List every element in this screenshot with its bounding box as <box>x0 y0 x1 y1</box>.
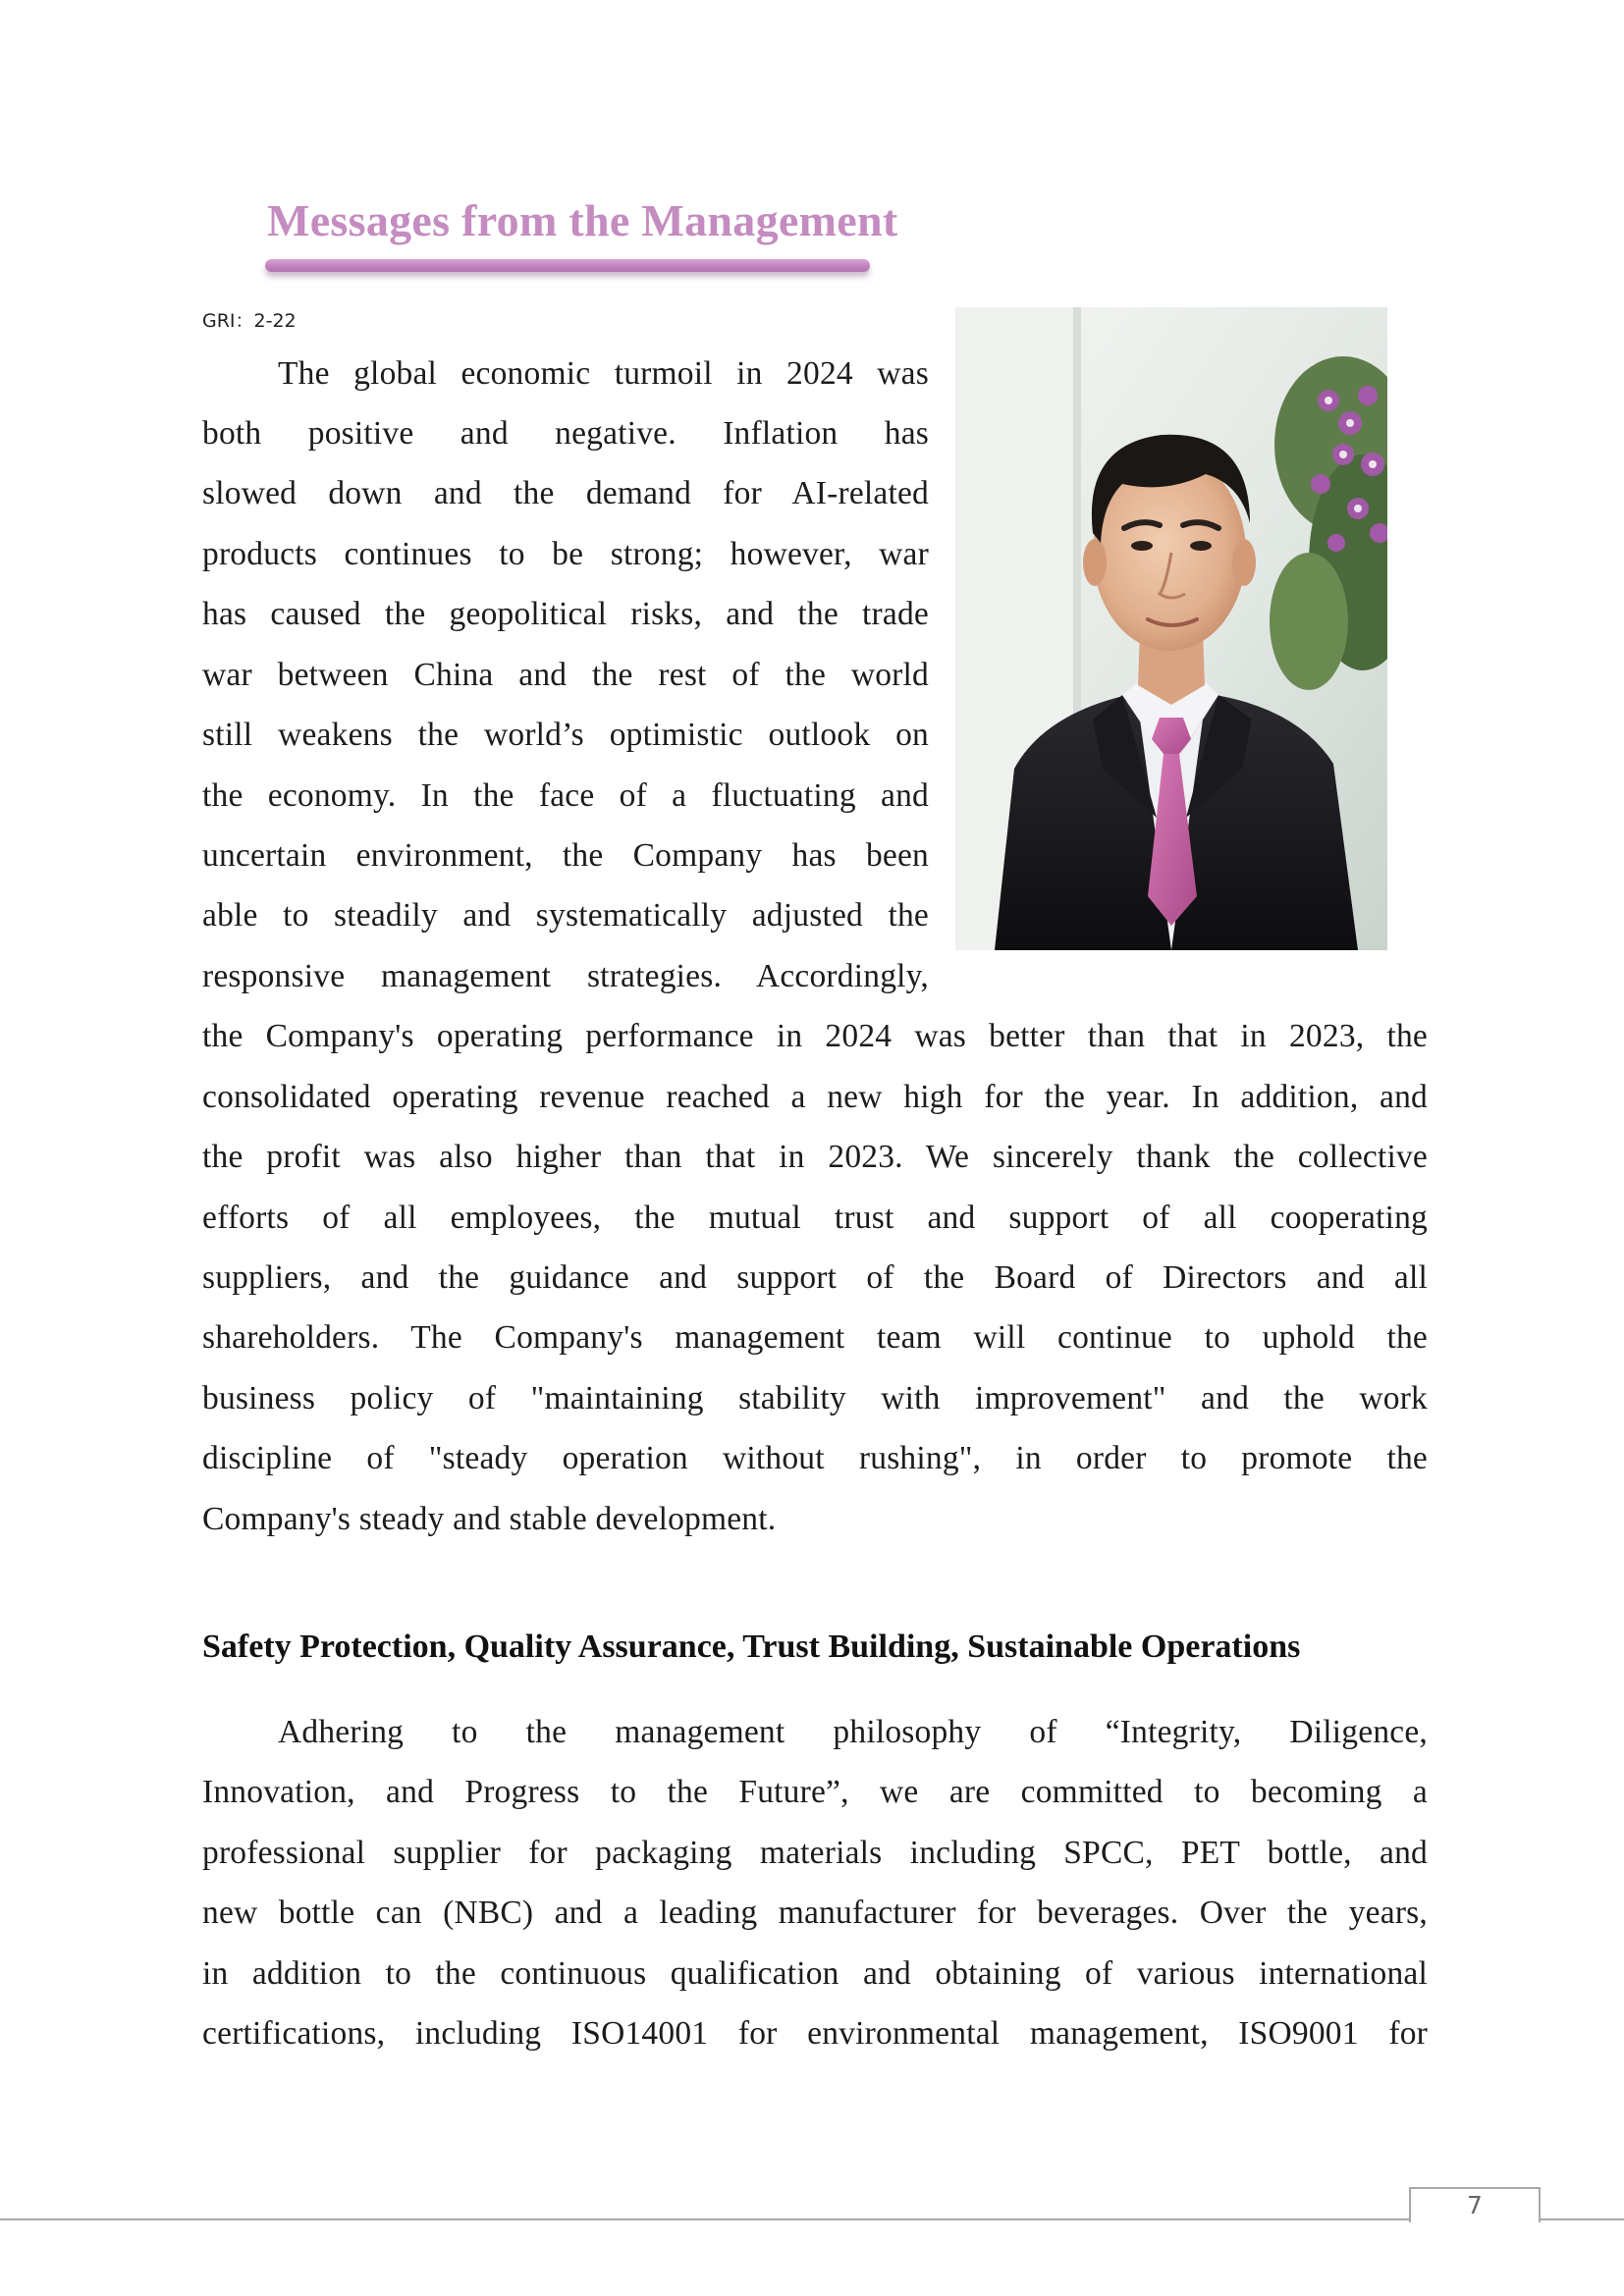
paragraph-line: both positive and negative. Inflation has <box>202 415 929 452</box>
paragraph-line: responsive management strategies. Accordingly, <box>202 958 929 994</box>
paragraph-line: shareholders. The Company's management team will continue to uphold the <box>202 1319 1428 1356</box>
paragraph-line: has caused the geopolitical risks, and the trade <box>202 596 929 632</box>
paragraph-line: discipline of "steady operation without rushing", in order to promote the <box>202 1440 1428 1476</box>
executive-portrait <box>955 307 1387 950</box>
section-heading: Safety Protection, Quality Assurance, Trust Building, Sustainable Operations <box>202 1629 1301 1665</box>
paragraph-line: still weakens the world’s optimistic outlook on <box>202 717 929 753</box>
paragraph-line: professional supplier for packaging materials including SPCC, PET bottle, and <box>202 1835 1428 1871</box>
page-title: Messages from the Management <box>267 195 898 245</box>
page-number: 7 <box>1467 2191 1483 2219</box>
paragraph-line: Company's steady and stable development. <box>202 1501 777 1537</box>
paragraph-line: uncertain environment, the Company has been <box>202 837 929 874</box>
paragraph-line: suppliers, and the guidance and support of the Board of Directors and all <box>202 1259 1428 1296</box>
paragraph-line: war between China and the rest of the world <box>202 657 929 693</box>
paragraph-line: products continues to be strong; however, war <box>202 536 929 572</box>
footer-rule <box>0 2218 1624 2220</box>
paragraph-line: certifications, including ISO14001 for environmental management, ISO9001 for <box>202 2015 1428 2052</box>
paragraph-line: the economy. In the face of a fluctuating and <box>202 777 929 814</box>
gri-tag: GRI：2-22 <box>202 310 297 332</box>
paragraph-line: new bottle can (NBC) and a leading manufacturer for beverages. Over the years, <box>202 1895 1428 1931</box>
paragraph-line: the Company's operating performance in 2024 was better than that in 2023, the <box>202 1018 1428 1054</box>
paragraph-line: consolidated operating revenue reached a new high for the year. In addition, and <box>202 1079 1428 1115</box>
paragraph-line: able to steadily and systematically adjusted the <box>202 897 929 934</box>
paragraph-line: the profit was also higher than that in 2023. We sincerely thank the collective <box>202 1139 1428 1175</box>
paragraph-line: Innovation, and Progress to the Future”, we are committed to becoming a <box>202 1774 1428 1810</box>
title-underline <box>265 259 870 272</box>
paragraph-line: efforts of all employees, the mutual trust and support of all cooperating <box>202 1200 1428 1236</box>
paragraph-line: The global economic turmoil in 2024 was <box>278 355 929 392</box>
paragraph-line: in addition to the continuous qualification and obtaining of various international <box>202 1955 1428 1992</box>
paragraph-line: Adhering to the management philosophy of “Integrity, Diligence, <box>278 1714 1428 1750</box>
paragraph-line: business policy of "maintaining stability with improvement" and the work <box>202 1380 1428 1416</box>
paragraph-line: slowed down and the demand for AI-related <box>202 475 929 511</box>
